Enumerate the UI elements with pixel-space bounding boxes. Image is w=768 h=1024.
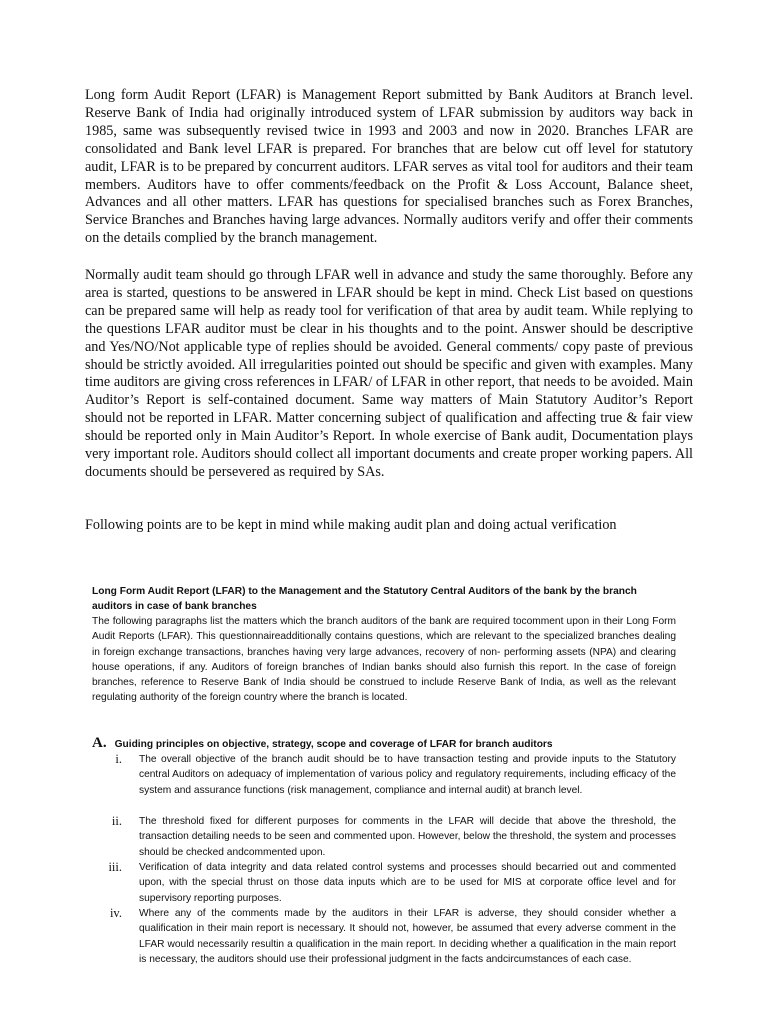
- section-a-heading: [92, 736, 676, 752]
- list-item-number: iv.: [109, 906, 122, 920]
- list-item-number: ii.: [111, 814, 122, 828]
- list-item-text: The threshold fixed for different purposes for comments in the LFAR will decide that above the threshold, the transaction detailing needs to be seen and commented upon. However, below the threshold, the system and processes should be checked andcommented upon.: [139, 816, 676, 858]
- list-item-text: The overall objective of the branch audit should be to have transaction testing and provide inputs to the Statutory central Auditors on adequacy of implementation of various policy and regulatory requirements, including efficacy of the system and assurance functions (risk management, compliance and internal audit) at branch level.: [139, 754, 676, 796]
- list-item-text: Verification of data integrity and data related control systems and processes should becarried out and commented upon, with the special thrust on those data inputs which are to be used for MIS at corporate office level and for supervisory reporting purposes.: [139, 862, 676, 904]
- section-a-title: Guiding principles on objective, strategy, scope and coverage of LFAR for branch auditors: [114, 739, 553, 750]
- list-item-number: i.: [115, 752, 122, 766]
- excerpt-intro: The following paragraphs list the matters which the branch auditors of the bank are required tocomment upon in their Long Form Audit Reports (LFAR). This questionnaireadditionally contains questions, which are relevant to the specialized branches dealing in foreign exchange transactions, branches having very large advances, recovery of non- performing assets (NPA) and clearing house operations, if any. Auditors of foreign branches of Indian banks should also furnish this report. In the case of foreign branches, reference to Reserve Bank of India should be construed to include Reserve Bank of India, as well as the relevant regulating authority of the foreign country where the branch is located.: [92, 616, 676, 704]
- section-a-letter: A.: [92, 735, 107, 751]
- excerpt-heading: Long Form Audit Report (LFAR) to the Management and the Statutory Central Auditors of the bank by the branch auditors in case of bank branches: [92, 586, 637, 613]
- list-item-number: iii.: [108, 860, 122, 874]
- paragraph-lfar-overview: Long form Audit Report (LFAR) is Management Report submitted by Bank Auditors at Branch level. Reserve Bank of India had originally introduced system of LFAR submission by auditors way back in 1985, same was subsequently revised twice in 1993 and 2003 and now in 2020. Branches LFAR are consolidated and Bank level LFAR is prepared. For branches that are below cut off level for statutory audit, LFAR is to be prepared by concurrent auditors. LFAR serves as vital tool for auditors and their team members. Auditors have to offer comments/feedback on the Profit & Loss Account, Balance sheet, Advances and all other matters. LFAR has questions for specialised branches such as Forex Branches, Service Branches and Branches having large advances. Normally auditors verify and offer their comments on the details complied by the branch management.: [85, 87, 693, 247]
- list-item-text: Where any of the comments made by the auditors in their LFAR is adverse, they should consider whether a qualification in their main report is necessary. It should not, however, be assumed that every adverse comment in the LFAR would necessarily resultin a qualification in the main report. In deciding whether a qualification in the main report is necessary, the auditors should use their professional judgment in the facts andcircumstances of each case.: [139, 908, 676, 965]
- paragraph-audit-team-guidance: Normally audit team should go through LFAR well in advance and study the same thoroughly. Before any area is started, questions to be answered in LFAR should be kept in mind. Check List based on questions can be prepared same will help as ready tool for verification of that area by audit team. While replying to the questions LFAR auditor must be clear in his thoughts and to the point. Answer should be descriptive and Yes/NO/Not applicable type of replies should be avoided. General comments/ copy paste of previous should be strictly avoided. All irregularities pointed out should be specific and given with examples. Many time auditors are giving cross references in LFAR/ of LFAR in other report, that needs to be avoided. Main Auditor’s Report is self-contained document. Same way matters of Main Statutory Auditor’s Report should not be reported in LFAR. Matter concerning subject of qualification and affecting true & fair view should be reported only in Main Auditor’s Report. In whole exercise of Bank audit, Documentation plays very important role. Auditors should collect all important documents and create proper working papers. All documents should be persevered as required by SAs.: [85, 267, 693, 480]
- paragraph-following-points: Following points are to be kept in mind while making audit plan and doing actual verification: [85, 517, 617, 533]
